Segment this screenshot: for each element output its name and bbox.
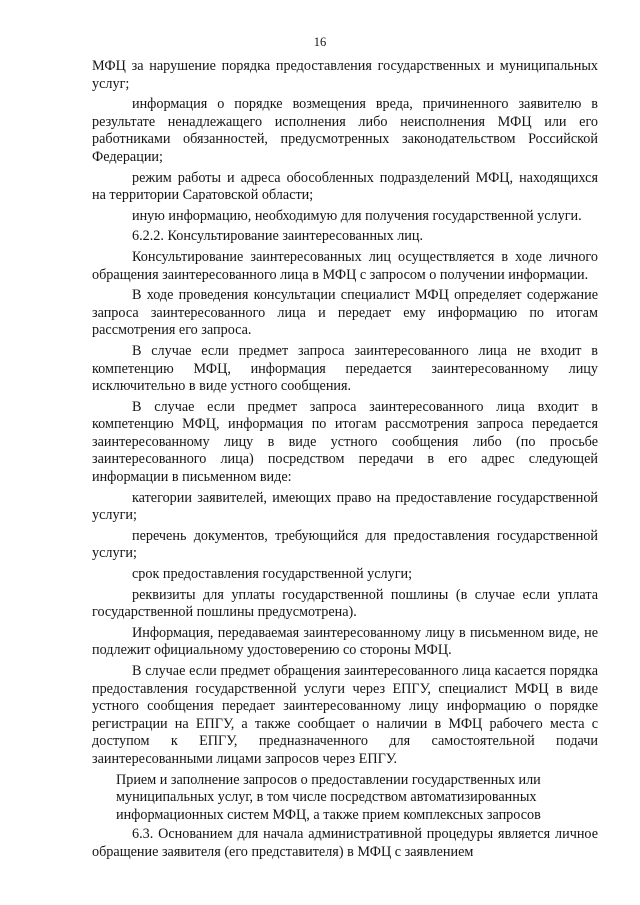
list-item: срок предоставления государственной услуги; — [132, 566, 413, 583]
list-item: категории заявителей, имеющих право на предоставление государственной услуги; — [92, 489, 598, 524]
document-body — [92, 58, 598, 865]
list-item: реквизиты для уплаты государственной пошлины (в случае если уплата государственной пошлины предусмотрена). — [92, 586, 598, 621]
paragraph: В ходе проведения консультации специалист МФЦ определяет содержание запроса заинтересованного лица и передает ему информацию по итогам рассмотрения его запроса. — [92, 287, 598, 339]
paragraph: В случае если предмет запроса заинтересованного лица входит в компетенцию МФЦ, информация по итогам рассмотрения запроса передается заинтересованному лицу в виде устного сообщения либо (по просьбе заинтересованного лица) посредством передачи в его адрес следующей информации в письменном виде: — [92, 398, 598, 486]
page-number: 16 — [313, 35, 327, 49]
list-item: перечень документов, требующийся для предоставления государственной услуги; — [92, 527, 598, 562]
paragraph: режим работы и адреса обособленных подразделений МФЦ, находящихся на территории Саратовской области; — [92, 169, 598, 204]
paragraph: Консультирование заинтересованных лиц осуществляется в ходе личного обращения заинтересованного лица в МФЦ с запросом о получении информации. — [92, 248, 598, 283]
paragraph: В случае если предмет обращения заинтересованного лица касается порядка предоставления государственной услуги через ЕПГУ, специалист МФЦ в виде устного сообщения передает заинтересованному лицу информацию о порядке регистрации на ЕПГУ, а также сообщает о наличии в МФЦ рабочего места с доступом к ЕПГУ, предназначенного для самостоятельной подачи заинтересованными лицами запросов через ЕПГУ. — [92, 663, 598, 767]
paragraph: Информация, передаваемая заинтересованному лицу в письменном виде, не подлежит официальному удостоверению со стороны МФЦ. — [92, 624, 598, 659]
subsection-heading: Прием и заполнение запросов о предоставлении государственных или муниципальных услуг, в том числе посредством автоматизированных информационных систем МФЦ, а также прием комплексных запросов — [116, 771, 541, 823]
paragraph: информация о порядке возмещения вреда, причиненного заявителю в результате ненадлежащего исполнения либо неисполнения МФЦ или его работниками обязанностей, предусмотренных законодательством Российской Федерации; — [92, 96, 598, 165]
paragraph: 6.3. Основанием для начала административной процедуры является личное обращение заявителя (его представителя) в МФЦ с заявлением — [92, 826, 598, 860]
paragraph: МФЦ за нарушение порядка предоставления государственных и муниципальных услуг; — [92, 58, 598, 92]
section-heading: 6.2.2. Консультирование заинтересованных лиц. — [132, 228, 424, 245]
paragraph: иную информацию, необходимую для получения государственной услуги. — [132, 207, 582, 224]
paragraph: В случае если предмет запроса заинтересованного лица не входит в компетенцию МФЦ, информация передается заинтересованному лицу исключительно в виде устного сообщения. — [92, 342, 598, 395]
